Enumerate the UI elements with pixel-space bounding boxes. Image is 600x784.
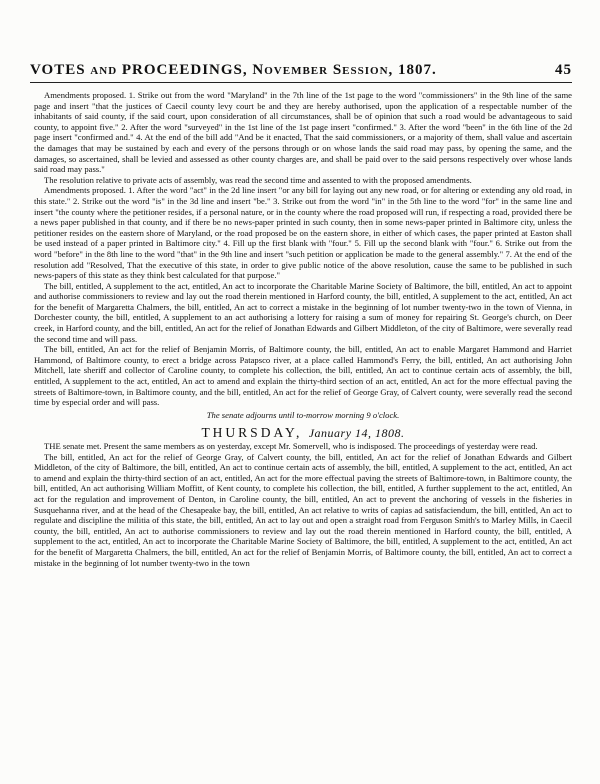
page-body <box>34 90 572 568</box>
paragraph-amendments-road: Amendments proposed. 1. Strike out from the word "Maryland" in the 7th line of the 1st page to the word "commissioners" in the 9th line of the same page and insert "that the justices of Caecil county levy court be and they are hereby authorised, upon the application of a respectable number of the inhabitants of said county, if the said court, upon consideration of all circumstances, shall be of opinion that such a road would be advantageous to said county, to appoint five." 2. After the word "surveyed" in the 1st line of the 1st page insert "confirmed." 3. After the word "been" in the 6th line of the 2d page insert "confirmed and." 4. At the end of the bill add "And be it enacted, That the said commissioners, or a majority of them, shall value and ascertain the damages that may be sustained by each and every of the persons through or on whose lands the said road may pass, by opening the same, and the damages, so ascertained, shall be levied and assessed as other county charges are, and shall be paid over to the said persons respectively over whose lands said road may pass." <box>34 90 572 175</box>
paragraph-bills-second-reading: The bill, entitled, A supplement to the act, entitled, An act to incorporate the Charitable Marine Society of Baltimore, the bill, entitled, An act to appoint and authorise commissioners to review and lay out the road therein mentioned in Harford county, the bill, entitled, A supplement to the act, entitled, An act for the benefit of Margaretta Chalmers, the bill, entitled, An act to correct a mistake in the beginning of lot number twenty-two in the town of Vienna, in Dorchester county, the bill, entitled, A supplement to an act authorising a lottery for raising a sum of money for repairing St. George's church, on Deer creek, in Harford county, and the bill, entitled, An act for the relief of Jonathan Edwards and Gilbert Middleton, of the city of Baltimore, were severally read the second time and will pass. <box>34 280 572 344</box>
adjournment-notice: The senate adjourns until to-morrow morning 9 o'clock. <box>206 409 400 420</box>
running-title: VOTES and PROCEEDINGS, November Session, 1807. <box>30 62 437 78</box>
paragraph-senate-met: THE senate met. Present the same members as on yesterday, except Mr. Somervell, who is indisposed. The proceedings of yesterday were read. <box>44 441 538 451</box>
section-heading <box>34 425 572 441</box>
page-number: 45 <box>555 62 572 78</box>
section-date: January 14, 1808. <box>308 426 405 441</box>
header-rule <box>30 82 572 83</box>
page-header <box>30 62 572 79</box>
paragraph-bills-especial-order: The bill, entitled, An act for the relief of Benjamin Morris, of Baltimore county, the bill, entitled, An act to enable Margaret Hammond and Harriet Hammond, of Baltimore county, to erect a bridge across Patapsco river, at a place called Hammond's Ferry, the bill, entitled, An act authorising John Mitchell, late sheriff and collector of Caroline county, to complete his collection, the bill, entitled, An act to continue certain acts of assembly, the bill, entitled, A supplement to the act, entitled, An act to amend and explain the thirty-third section of an act, entitled, An act for the more effectual paving the streets of Baltimore-town, in Baltimore county, and the bill, entitled, An act for the relief of George Gray, of Calvert county, were severally read the second time by especial order and will pass. <box>34 344 572 408</box>
paragraph-resolution: The resolution relative to private acts of assembly, was read the second time and assented to with the proposed amendments. <box>44 174 472 185</box>
section-day: THURSDAY, <box>201 425 303 441</box>
paragraph-amendments-resolution: Amendments proposed. 1. After the word "act" in the 2d line insert "or any bill for laying out any new road, or for altering or extending any old road, in this state." 2. Strike out the word "is" in the 3d line and insert "be." 3. Strike out from the word "in" in the 5th line to the word "for" in the same line and insert "the county where the petitioner resides, if a personal nature, or in the county where the road proposed will run, if respecting a road, provided there be a news paper published in that county, and if there be no news-paper printed in such county, then in some news-paper printed in Baltimore city, unless the petitioner resides on the eastern shore of Maryland, or the road proposed be on the eastern shore, in either of which cases, the paper printed at Easton shall be used instead of a paper printed in Baltimore city." 4. Fill up the first blank with "four." 5. Fill up the second blank with "four." 6. Strike out from the word "before" in the 8th line to the word "that" in the 9th line and insert "such petition or application be made to the general assembly." 7. At the end of the resolution add "Resolved, That the executive of this state, in order to give public notice of the above resolution, cause the same to be published in such news-papers of this state as they think best calculated for that purpose." <box>34 185 572 281</box>
paragraph-bills-third-reading: The bill, entitled, An act for the relief of George Gray, of Calvert county, the bill, entitled, An act for the relief of Jonathan Edwards and Gilbert Middleton, of the city of Baltimore, the bill, entitled, An act to continue certain acts of assembly, the bill, entitled, A supplement to the act, entitled, An act to amend and explain the thirty-third section of an act, entitled, An act for the more effectual paving the streets of Baltimore-town, in Baltimore county, the bill, entitled, An act authorising William Moffitt, of Kent county, to complete his collection, the bill, entitled, A further supplement to the act, entitled, An act for the regulation and improvement of Denton, in Caroline county, the bill, entitled, An act to prevent the anchoring of vessels in the fisheries in Susquehanna river, and at the head of the Chesapeake bay, the bill, entitled, An act relative to writs of capias ad satisfaciendum, the bill, entitled, An act to regulate and discipline the militia of this state, the bill, entitled, An act to lay out and open a straight road from Ferguson Smith's to Marley Mills, in Caecil county, the bill, entitled, An act to authorise commissioners to review and lay out the road therein mentioned in Harford county, the bill, entitled, A supplement to the act, entitled, An act to incorporate the Charitable Marine Society of Baltimore, the bill, entitled, A supplement to the act, entitled, An act for the benefit of Margaretta Chalmers, the bill, entitled, An act for the relief of Benjamin Morris, of Baltimore county, the bill, entitled, An act to correct a mistake in the beginning of lot number twenty-two in the town <box>34 451 572 568</box>
